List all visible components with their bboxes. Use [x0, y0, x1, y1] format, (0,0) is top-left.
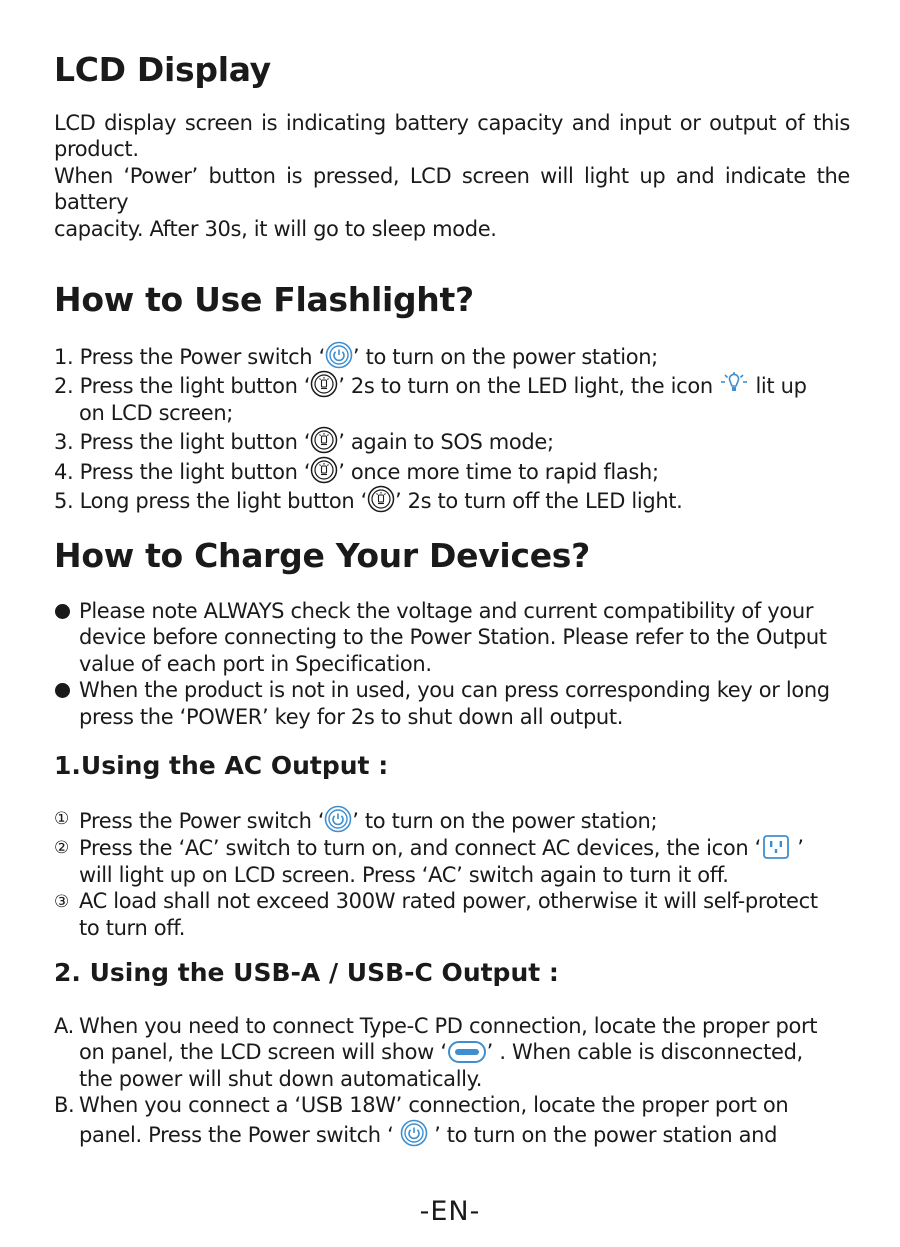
usb-output-steps	[54, 1013, 850, 1148]
led-light-icon	[719, 372, 749, 398]
bullet-icon	[55, 683, 70, 698]
flashlight-heading: How to Use Flashlight?	[54, 280, 474, 319]
ac-output-steps	[54, 805, 850, 941]
light-button-icon	[310, 426, 338, 454]
page-footer: -EN-	[419, 1196, 481, 1227]
flashlight-step-5: 5. Long press the light button ‘ ’ 2s to turn off the LED light.	[54, 485, 850, 514]
lcd-line-2: product.	[54, 137, 139, 162]
lcd-line-5: capacity. After 30s, it will go to sleep mode.	[54, 216, 497, 241]
lcd-line-3: When ‘Power’ button is pressed, LCD screen will light up and indicate the	[54, 163, 850, 188]
usb-step-b: B. When you connect a ‘USB 18W’ connection, locate the proper port on panel. Press the Power switch ‘ ’ to turn on the power station and	[54, 1093, 789, 1147]
ac-output-heading: 1.Using the AC Output :	[54, 751, 389, 780]
usb-step-a: A. When you need to connect Type-C PD connection, locate the proper port on panel, the LCD screen will show ‘ ’ . When cable is disconnected, the power will shut down automatically.	[54, 1014, 818, 1091]
power-icon	[400, 1119, 428, 1147]
light-button-icon	[367, 485, 395, 513]
flashlight-step-4: 4. Press the light button ‘ ’ once more time to rapid flash;	[54, 456, 850, 485]
charge-note-1: Please note ALWAYS check the voltage and current compatibility of your device before connecting to the Power Station. Please refer to the Output value of each port in Specification.	[54, 598, 850, 677]
ac-step-1: ① Press the Power switch ‘ ’ to turn on the power station;	[54, 805, 850, 834]
bullet-icon	[55, 604, 70, 619]
light-button-icon	[310, 456, 338, 484]
lcd-line-4: battery	[54, 190, 129, 215]
ac-step-2: ② Press the ‘AC’ switch to turn on, and connect AC devices, the icon ‘ ’ will light up on LCD screen. Press ‘AC’ switch again to turn it off.	[54, 836, 804, 887]
flashlight-step-3: 3. Press the light button ‘ ’ again to SOS mode;	[54, 426, 850, 455]
lcd-line-1: LCD display screen is indicating battery capacity and input or output of this	[54, 111, 850, 135]
light-button-icon	[310, 370, 338, 398]
flashlight-step-2-cont: on LCD screen;	[79, 400, 234, 425]
flashlight-step-2: 2. Press the light button ‘ ’ 2s to turn on the LED light, the icon lit up	[54, 370, 850, 399]
lcd-display-text	[54, 110, 850, 242]
flashlight-steps	[54, 341, 850, 514]
usb-output-heading: 2. Using the USB-A / USB-C Output :	[54, 958, 559, 987]
power-icon	[325, 341, 353, 369]
flashlight-step-1: 1. Press the Power switch ‘ ’ to turn on the power station;	[54, 341, 850, 370]
usb-c-icon	[447, 1040, 487, 1064]
charge-note-2: When the product is not in used, you can press corresponding key or long press the ‘POWER’ key for 2s to shut down all output.	[54, 677, 850, 730]
charge-heading: How to Charge Your Devices?	[54, 536, 590, 575]
charge-notes	[54, 598, 850, 730]
ac-step-3: ③ AC load shall not exceed 300W rated power, otherwise it will self-protect to turn off.	[54, 889, 818, 940]
lcd-display-heading: LCD Display	[54, 50, 271, 89]
power-icon	[324, 805, 352, 833]
ac-outlet-icon	[761, 834, 791, 860]
